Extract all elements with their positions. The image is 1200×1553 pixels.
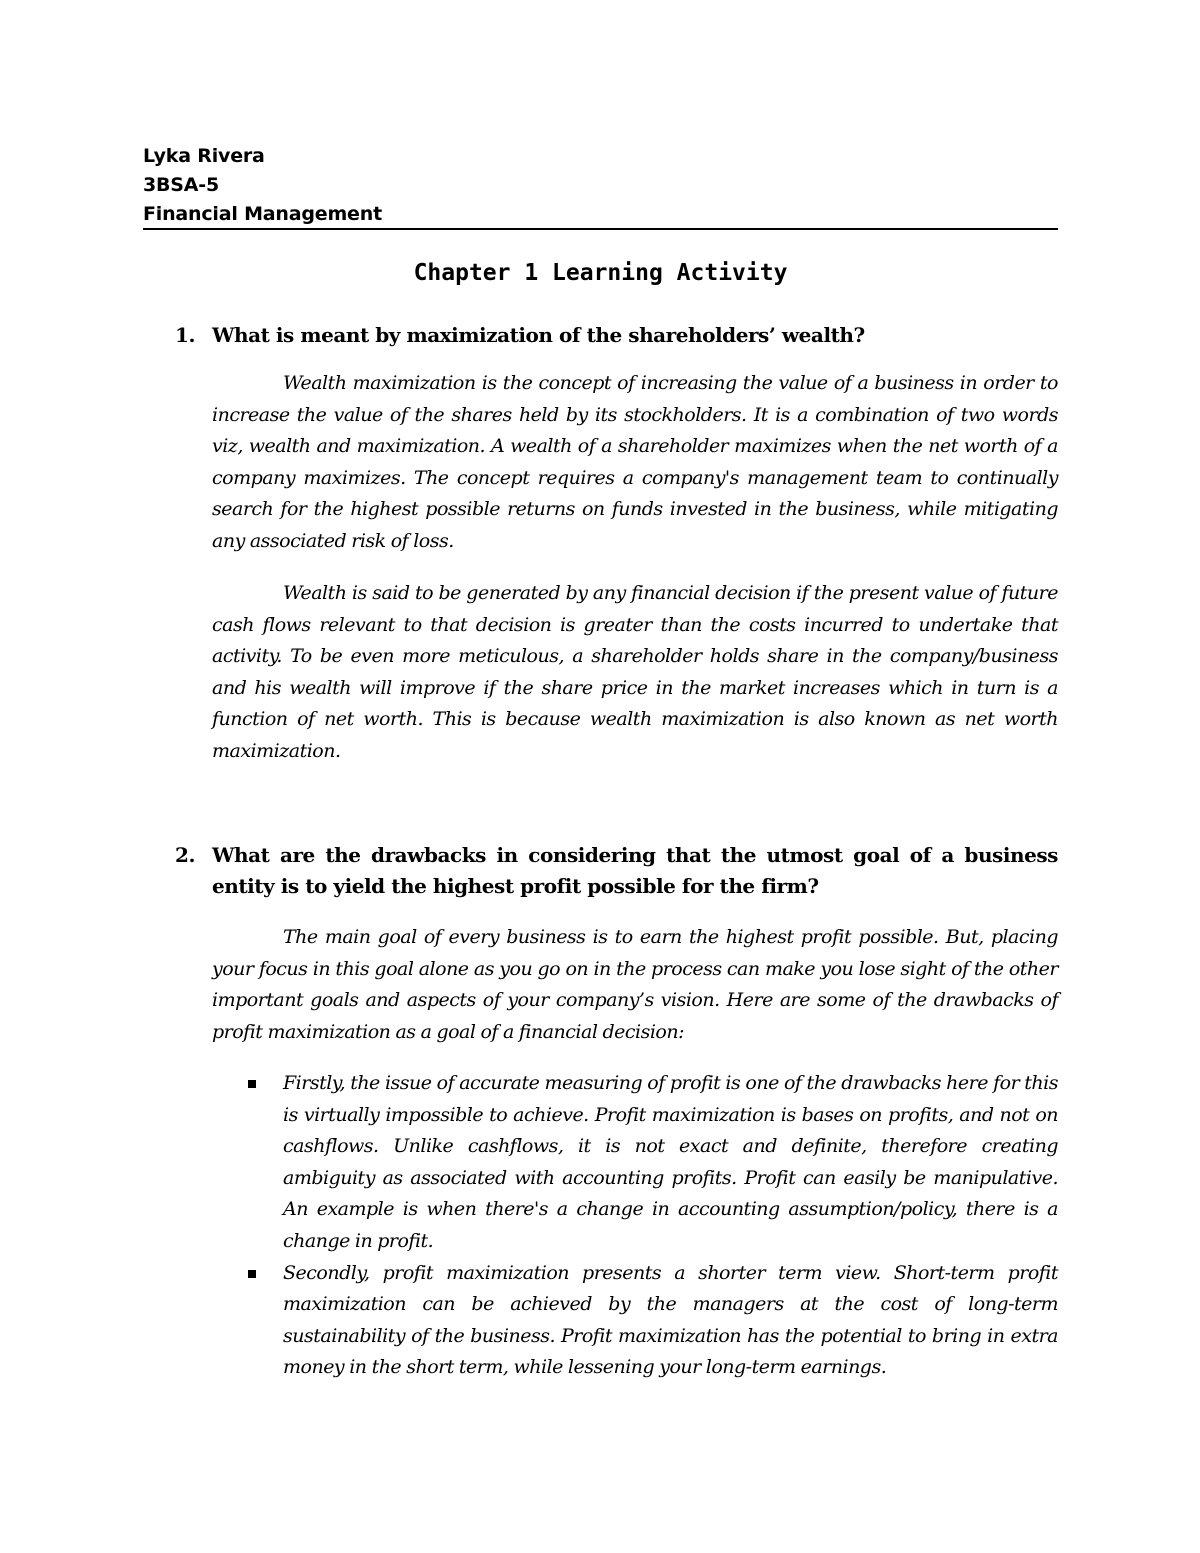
drawbacks-list	[243, 1068, 1058, 1384]
list-item	[243, 1258, 1058, 1384]
question-2-number: 2.	[175, 843, 195, 867]
answer-1-paragraph-2: Wealth is said to be generated by any financial decision if the present value of future cash flows relevant to that decision is greater than the costs incurred to undertake that activity. To be even more meticulous, a shareholder holds share in the company/business and his wealth will improve if the share price in the market increases which in turn is a function of net worth. This is because wealth maximization is also known as net worth maximization.	[212, 582, 1058, 762]
header-divider	[143, 228, 1058, 230]
author-name: Lyka Rivera	[143, 145, 265, 167]
question-1-number: 1.	[175, 323, 195, 347]
answer-2-paragraph-1: The main goal of every business is to earn the highest profit possible. But, placing your focus in this goal alone as you go on in the process can make you lose sight of the other important goals and aspects of your company’s vision. Here are some of the drawbacks of profit maximization as a goal of a financial decision:	[212, 926, 1058, 1043]
question-1	[175, 320, 1058, 351]
answer-1-paragraph-1: Wealth maximization is the concept of increasing the value of a business in order to increase the value of the shares held by its stockholders. It is a combination of two words viz, wealth and maximization. A wealth of a shareholder maximizes when the net worth of a company maximizes. The concept requires a company's management team to continually search for the highest possible returns on funds invested in the business, while mitigating any associated risk of loss.	[212, 372, 1058, 552]
subject-name: Financial Management	[143, 203, 382, 225]
question-2-text: What are the drawbacks in considering that the utmost goal of a business entity is to yield the highest profit possible for the firm?	[212, 843, 1058, 898]
document-header	[143, 142, 1058, 229]
list-item	[243, 1068, 1058, 1258]
list-item-text: Secondly, profit maximization presents a shorter term view. Short-term profit maximization can be achieved by the managers at the cost of long-term sustainability of the business. Profit maximization has the potential to bring in extra money in the short term, while lessening your long-term earnings.	[283, 1261, 1058, 1379]
class-section: 3BSA-5	[143, 174, 219, 196]
question-2	[175, 840, 1058, 902]
list-item-text: Firstly, the issue of accurate measuring of profit is one of the drawbacks here for this is virtually impossible to achieve. Profit maximization is bases on profits, and not on cashflows. Unlike cashflows, it is not exact and definite, therefore creating ambiguity as associated with accounting profits. Profit can easily be manipulative. An example is when there's a change in accounting assumption/policy, there is a change in profit.	[283, 1072, 1058, 1252]
page-title: Chapter 1 Learning Activity	[413, 260, 788, 286]
square-bullet-icon	[248, 1270, 256, 1278]
square-bullet-icon	[248, 1080, 256, 1088]
question-1-text: What is meant by maximization of the shareholders’ wealth?	[212, 323, 865, 347]
